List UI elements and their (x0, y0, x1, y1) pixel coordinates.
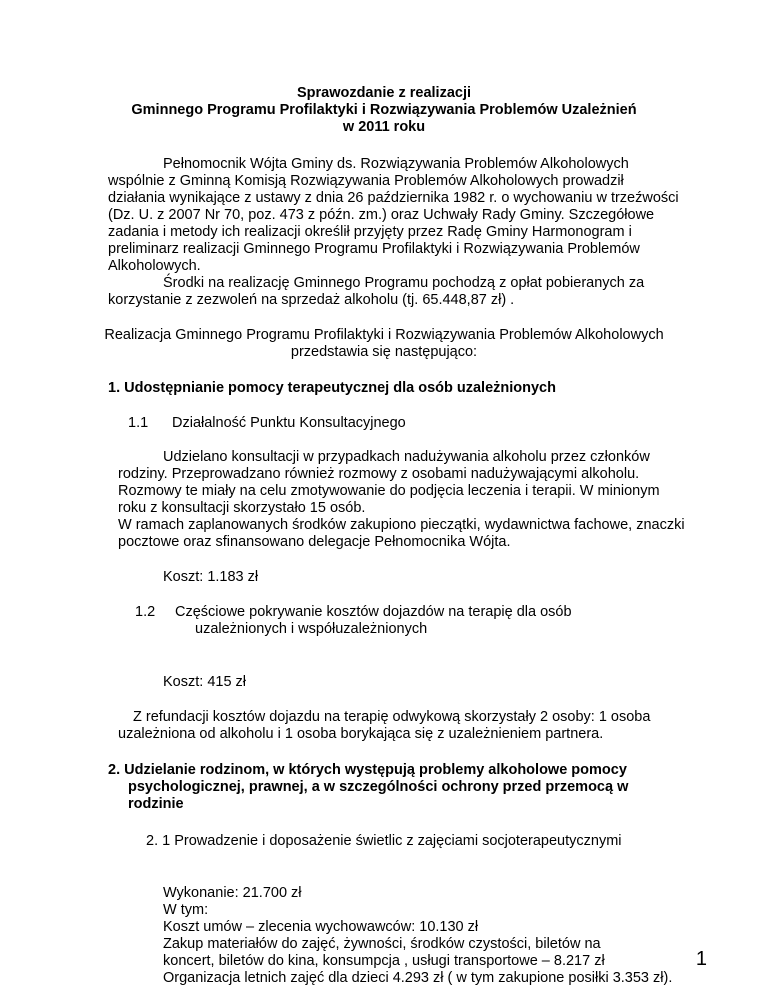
subsection-1-2-text: uzależniona od alkoholu i 1 osoba borykająca się z uzależnieniem partnera. (118, 726, 604, 742)
page-number: 1 (695, 948, 707, 970)
subsection-1-1-text: roku z konsultacji skorzystało 15 osób. (118, 500, 366, 516)
intro-p3-line: Realizacja Gminnego Programu Profilaktyki i Rozwiązywania Problemów Alkoholowych (104, 327, 664, 343)
doc-title-line-3: w 2011 roku (342, 119, 426, 135)
intro-p1-line: Pełnomocnik Wójta Gminy ds. Rozwiązywania Problemów Alkoholowych (163, 156, 629, 172)
subsection-1-2-title: Częściowe pokrywanie kosztów dojazdów na terapię dla osób (175, 604, 572, 620)
subsection-1-1-title: Działalność Punktu Konsultacyjnego (172, 415, 406, 431)
intro-p1-line: preliminarz realizacji Gminnego Programu Profilaktyki i Rozwiązywania Problemów (108, 241, 640, 257)
intro-p1-line: wspólnie z Gminną Komisją Rozwiązywania Problemów Alkoholowych prowadził (108, 173, 624, 189)
intro-p1-line: Alkoholowych. (108, 258, 201, 274)
intro-p1-line: zadania i metody ich realizacji określił przyjęty przez Radę Gminy Harmonogram i (108, 224, 632, 240)
subsection-1-2-text: Z refundacji kosztów dojazdu na terapię odwykową skorzystały 2 osoby: 1 osoba (133, 709, 651, 725)
doc-title-line-2: Gminnego Programu Profilaktyki i Rozwiązywania Problemów Uzależnień (131, 102, 637, 118)
section-2-heading: psychologicznej, prawnej, a w szczególności ochrony przed przemocą w (128, 779, 629, 795)
subsection-2-1-detail: Organizacja letnich zajęć dla dzieci 4.293 zł ( w tym zakupione posiłki 3.353 zł). (163, 970, 673, 986)
subsection-1-1-cost: Koszt: 1.183 zł (163, 569, 259, 585)
subsection-1-1-text: rodziny. Przeprowadzano również rozmowy z osobami nadużywającymi alkoholu. (118, 466, 640, 482)
subsection-2-1-detail: Koszt umów – zlecenia wychowawców: 10.130 zł (163, 919, 479, 935)
intro-p2-line: Środki na realizację Gminnego Programu pochodzą z opłat pobieranych za (163, 275, 645, 291)
subsection-1-1-number: 1.1 (128, 415, 149, 431)
subsection-1-1-text: Udzielano konsultacji w przypadkach nadużywania alkoholu przez członków (163, 449, 650, 465)
subsection-2-1-detail: koncert, biletów do kina, konsumpcja , usługi transportowe – 8.217 zł (163, 953, 605, 969)
subsection-2-1-detail: W tym: (163, 902, 209, 918)
subsection-1-2-title: uzależnionych i współuzależnionych (195, 621, 428, 637)
subsection-1-2-number: 1.2 (135, 604, 156, 620)
section-2-heading: rodzinie (128, 796, 184, 812)
intro-p1-line: (Dz. U. z 2007 Nr 70, poz. 473 z późn. zm.) oraz Uchwały Rady Gminy. Szczegółowe (108, 207, 655, 223)
doc-title-line-1: Sprawozdanie z realizacji (296, 85, 472, 101)
subsection-1-1-text: Rozmowy te miały na celu zmotywowanie do podjęcia leczenia i terapii. W minionym (118, 483, 660, 499)
intro-p1-line: działania wynikające z ustawy z dnia 26 października 1982 r. o wychowaniu w trzeźwości (108, 190, 679, 206)
subsection-1-1-text: pocztowe oraz sfinansowano delegacje Pełnomocnika Wójta. (118, 534, 511, 550)
subsection-1-2-cost: Koszt: 415 zł (163, 674, 247, 690)
intro-p3-line: przedstawia się następująco: (290, 344, 478, 360)
section-1-heading: 1. Udostępnianie pomocy terapeutycznej dla osób uzależnionych (108, 380, 556, 396)
section-2-heading: 2. Udzielanie rodzinom, w których występują problemy alkoholowe pomocy (108, 762, 627, 778)
subsection-2-1-detail: Wykonanie: 21.700 zł (163, 885, 302, 901)
subsection-1-1-text: W ramach zaplanowanych środków zakupiono pieczątki, wydawnictwa fachowe, znaczki (118, 517, 685, 533)
intro-p2-line: korzystanie z zezwoleń na sprzedaż alkoholu (tj. 65.448,87 zł) . (108, 292, 515, 308)
subsection-2-1-detail: Zakup materiałów do zajęć, żywności, środków czystości, biletów na (163, 936, 601, 952)
subsection-2-1-title: 2. 1 Prowadzenie i doposażenie świetlic z zajęciami socjoterapeutycznymi (146, 833, 622, 849)
